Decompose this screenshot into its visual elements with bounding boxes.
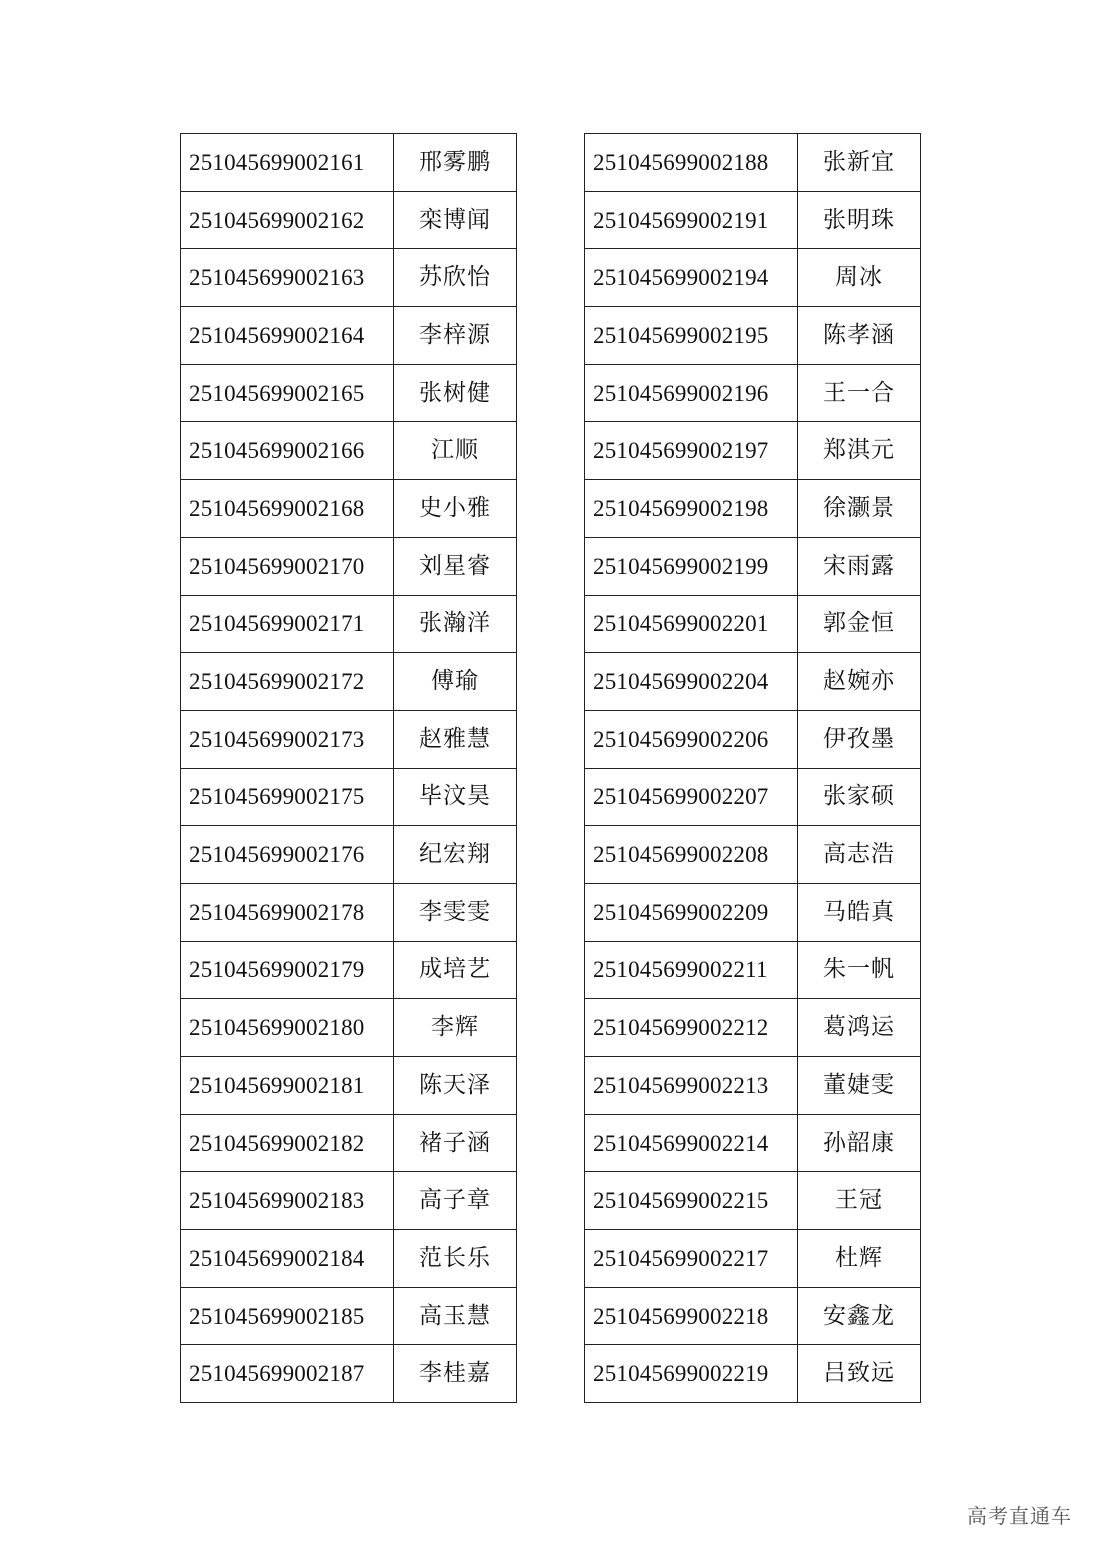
table-row — [181, 364, 517, 422]
student-id-cell: 251045699002172 — [181, 653, 394, 711]
table-row — [181, 653, 517, 711]
student-id-cell: 251045699002162 — [181, 191, 394, 249]
table-row — [181, 1114, 517, 1172]
student-id-cell: 251045699002175 — [181, 768, 394, 826]
student-id-cell: 251045699002170 — [181, 537, 394, 595]
table-row — [181, 249, 517, 307]
student-name-cell: 吕致远 — [798, 1345, 921, 1403]
student-id-cell: 251045699002197 — [585, 422, 798, 480]
student-id-cell: 251045699002165 — [181, 364, 394, 422]
student-name-cell: 褚子涵 — [394, 1114, 517, 1172]
table-row — [181, 422, 517, 480]
table-row — [585, 1230, 921, 1288]
table-row — [585, 1172, 921, 1230]
table-row — [181, 1057, 517, 1115]
student-id-cell: 251045699002195 — [585, 307, 798, 365]
student-id-cell: 251045699002161 — [181, 134, 394, 192]
table-row — [585, 999, 921, 1057]
student-name-cell: 刘星睿 — [394, 537, 517, 595]
student-id-cell: 251045699002214 — [585, 1114, 798, 1172]
student-id-cell: 251045699002185 — [181, 1287, 394, 1345]
table-row — [181, 1230, 517, 1288]
student-name-cell: 苏欣怡 — [394, 249, 517, 307]
student-name-cell: 成培艺 — [394, 941, 517, 999]
student-name-cell: 孙韶康 — [798, 1114, 921, 1172]
student-id-cell: 251045699002198 — [585, 480, 798, 538]
student-name-cell: 毕汶昊 — [394, 768, 517, 826]
student-id-cell: 251045699002215 — [585, 1172, 798, 1230]
table-row — [181, 768, 517, 826]
student-id-cell: 251045699002218 — [585, 1287, 798, 1345]
table-row — [585, 768, 921, 826]
student-name-cell: 高志浩 — [798, 826, 921, 884]
student-name-cell: 王一合 — [798, 364, 921, 422]
table-row — [585, 191, 921, 249]
student-name-cell: 安鑫龙 — [798, 1287, 921, 1345]
student-id-cell: 251045699002178 — [181, 883, 394, 941]
table-row — [585, 307, 921, 365]
student-id-cell: 251045699002207 — [585, 768, 798, 826]
student-name-cell: 李梓源 — [394, 307, 517, 365]
student-name-cell: 郑淇元 — [798, 422, 921, 480]
table-row — [181, 537, 517, 595]
student-name-cell: 葛鸿运 — [798, 999, 921, 1057]
student-name-cell: 史小雅 — [394, 480, 517, 538]
student-name-cell: 江顺 — [394, 422, 517, 480]
table-row — [181, 710, 517, 768]
table-row — [181, 826, 517, 884]
student-id-cell: 251045699002212 — [585, 999, 798, 1057]
student-name-cell: 伊孜墨 — [798, 710, 921, 768]
student-id-cell: 251045699002180 — [181, 999, 394, 1057]
student-name-cell: 邢雾鹏 — [394, 134, 517, 192]
student-name-cell: 张家硕 — [798, 768, 921, 826]
student-id-cell: 251045699002168 — [181, 480, 394, 538]
student-id-cell: 251045699002171 — [181, 595, 394, 653]
student-name-cell: 赵雅慧 — [394, 710, 517, 768]
student-id-cell: 251045699002204 — [585, 653, 798, 711]
student-id-cell: 251045699002213 — [585, 1057, 798, 1115]
student-name-cell: 张瀚洋 — [394, 595, 517, 653]
student-name-cell: 杜辉 — [798, 1230, 921, 1288]
table-row — [181, 941, 517, 999]
table-row — [181, 191, 517, 249]
student-name-cell: 徐灏景 — [798, 480, 921, 538]
table-row — [585, 883, 921, 941]
student-name-cell: 董婕雯 — [798, 1057, 921, 1115]
student-name-cell: 张树健 — [394, 364, 517, 422]
student-id-cell: 251045699002211 — [585, 941, 798, 999]
student-name-cell: 周冰 — [798, 249, 921, 307]
student-id-cell: 251045699002201 — [585, 595, 798, 653]
student-id-cell: 251045699002219 — [585, 1345, 798, 1403]
student-id-cell: 251045699002181 — [181, 1057, 394, 1115]
table-row — [585, 1114, 921, 1172]
table-row — [585, 595, 921, 653]
table-row — [181, 1345, 517, 1403]
student-id-cell: 251045699002194 — [585, 249, 798, 307]
roster-table-left — [180, 133, 517, 1403]
student-name-cell: 李雯雯 — [394, 883, 517, 941]
student-name-cell: 张明珠 — [798, 191, 921, 249]
student-id-cell: 251045699002164 — [181, 307, 394, 365]
table-row — [181, 134, 517, 192]
student-id-cell: 251045699002182 — [181, 1114, 394, 1172]
student-id-cell: 251045699002208 — [585, 826, 798, 884]
student-id-cell: 251045699002173 — [181, 710, 394, 768]
table-row — [181, 307, 517, 365]
student-name-cell: 高子章 — [394, 1172, 517, 1230]
table-row — [585, 364, 921, 422]
table-row — [585, 134, 921, 192]
table-row — [181, 883, 517, 941]
student-name-cell: 傅瑜 — [394, 653, 517, 711]
student-id-cell: 251045699002188 — [585, 134, 798, 192]
student-id-cell: 251045699002184 — [181, 1230, 394, 1288]
student-id-cell: 251045699002166 — [181, 422, 394, 480]
student-name-cell: 范长乐 — [394, 1230, 517, 1288]
student-name-cell: 郭金恒 — [798, 595, 921, 653]
student-name-cell: 高玉慧 — [394, 1287, 517, 1345]
table-row — [181, 999, 517, 1057]
student-id-cell: 251045699002206 — [585, 710, 798, 768]
table-row — [585, 941, 921, 999]
student-id-cell: 251045699002196 — [585, 364, 798, 422]
student-name-cell: 马皓真 — [798, 883, 921, 941]
student-name-cell: 王冠 — [798, 1172, 921, 1230]
table-row — [585, 480, 921, 538]
table-row — [585, 537, 921, 595]
table-row — [585, 1057, 921, 1115]
table-row — [585, 1345, 921, 1403]
student-id-cell: 251045699002179 — [181, 941, 394, 999]
table-row — [585, 653, 921, 711]
student-id-cell: 251045699002199 — [585, 537, 798, 595]
student-id-cell: 251045699002209 — [585, 883, 798, 941]
student-id-cell: 251045699002163 — [181, 249, 394, 307]
student-name-cell: 陈天泽 — [394, 1057, 517, 1115]
roster-table-right-body — [585, 134, 921, 1403]
student-name-cell: 纪宏翔 — [394, 826, 517, 884]
table-row — [181, 595, 517, 653]
roster-table-right — [584, 133, 921, 1403]
student-id-cell: 251045699002217 — [585, 1230, 798, 1288]
student-name-cell: 李桂嘉 — [394, 1345, 517, 1403]
table-row — [585, 1287, 921, 1345]
table-row — [585, 422, 921, 480]
table-row — [585, 710, 921, 768]
table-row — [585, 826, 921, 884]
table-row — [181, 1287, 517, 1345]
table-row — [585, 249, 921, 307]
student-id-cell: 251045699002183 — [181, 1172, 394, 1230]
student-name-cell: 李辉 — [394, 999, 517, 1057]
student-id-cell: 251045699002187 — [181, 1345, 394, 1403]
student-name-cell: 宋雨露 — [798, 537, 921, 595]
student-name-cell: 朱一帆 — [798, 941, 921, 999]
student-name-cell: 陈孝涵 — [798, 307, 921, 365]
table-row — [181, 1172, 517, 1230]
student-id-cell: 251045699002191 — [585, 191, 798, 249]
student-name-cell: 张新宜 — [798, 134, 921, 192]
watermark-text: 高考直通车 — [967, 1504, 1072, 1528]
table-row — [181, 480, 517, 538]
student-name-cell: 赵婉亦 — [798, 653, 921, 711]
student-name-cell: 栾博闻 — [394, 191, 517, 249]
student-id-cell: 251045699002176 — [181, 826, 394, 884]
roster-table-left-body — [181, 134, 517, 1403]
